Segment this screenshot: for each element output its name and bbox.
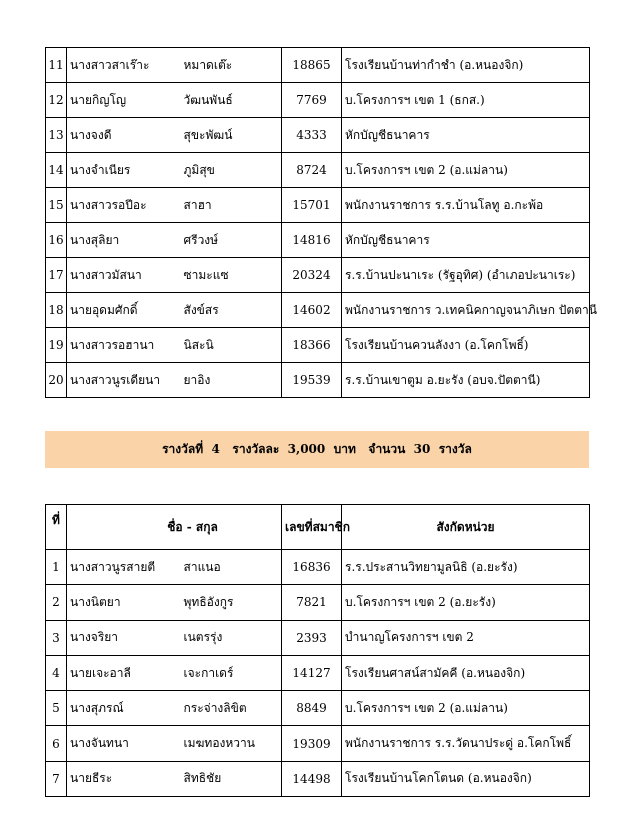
table-row bbox=[46, 223, 590, 258]
first-name: นางสาวรอปีอะ bbox=[67, 188, 181, 223]
first-name: นายเจะอาลี bbox=[67, 655, 181, 690]
award-banner: รางวัลที่ 4 รางวัลละ 3,000 บาท จำนวน 30 รางวัล bbox=[45, 431, 589, 468]
table-row bbox=[46, 585, 590, 620]
header-unit: สังกัดหน่วย bbox=[342, 505, 590, 550]
header-member-no: เลขที่สมาชิก bbox=[282, 505, 342, 550]
last-name: เจะกาเดร์ bbox=[181, 655, 282, 690]
member-number: 8849 bbox=[282, 691, 342, 726]
row-number: 1 bbox=[46, 550, 67, 585]
last-name: ยาอิง bbox=[181, 363, 282, 398]
affiliation-unit: โรงเรียนศาสน์สามัคคี (อ.หนองจิก) bbox=[342, 655, 590, 690]
last-name: เนตรรุ่ง bbox=[181, 620, 282, 655]
table-row bbox=[46, 620, 590, 655]
row-number: 19 bbox=[46, 328, 67, 363]
last-name: พุทธิอังกูร bbox=[181, 585, 282, 620]
affiliation-unit: พนักงานราชการ ร.ร.บ้านโลทู อ.กะพ้อ bbox=[342, 188, 590, 223]
row-number: 17 bbox=[46, 258, 67, 293]
first-name: นายกิญโญ bbox=[67, 83, 181, 118]
affiliation-unit: บ.โครงการฯ เขต 2 (อ.แม่ลาน) bbox=[342, 691, 590, 726]
first-name: นายธีระ bbox=[67, 761, 181, 796]
table-row bbox=[46, 293, 590, 328]
row-number: 2 bbox=[46, 585, 67, 620]
first-name: นางสาวสาเร๊าะ bbox=[67, 48, 181, 83]
row-number: 13 bbox=[46, 118, 67, 153]
member-number: 19309 bbox=[282, 726, 342, 761]
row-number: 16 bbox=[46, 223, 67, 258]
last-name: สิทธิชัย bbox=[181, 761, 282, 796]
member-number: 16836 bbox=[282, 550, 342, 585]
table-row bbox=[46, 691, 590, 726]
affiliation-unit: พนักงานราชการ ว.เทคนิคกาญจนาภิเษก ปัตตานี bbox=[342, 293, 590, 328]
first-name: นางสุภรณ์ bbox=[67, 691, 181, 726]
affiliation-unit: บ.โครงการฯ เขต 1 (ธกส.) bbox=[342, 83, 590, 118]
member-number: 19539 bbox=[282, 363, 342, 398]
award-table-4 bbox=[45, 504, 590, 797]
header-name: ชื่อ - สกุล bbox=[67, 505, 282, 550]
last-name: กระจ่างลิขิต bbox=[181, 691, 282, 726]
member-number: 7821 bbox=[282, 585, 342, 620]
table-row bbox=[46, 83, 590, 118]
affiliation-unit: บ.โครงการฯ เขต 2 (อ.ยะรัง) bbox=[342, 585, 590, 620]
table-row bbox=[46, 655, 590, 690]
member-number: 8724 bbox=[282, 153, 342, 188]
row-number: 12 bbox=[46, 83, 67, 118]
last-name: สุขะพัฒน์ bbox=[181, 118, 282, 153]
last-name: ซามะแซ bbox=[181, 258, 282, 293]
member-number: 14816 bbox=[282, 223, 342, 258]
award-table-body bbox=[46, 550, 590, 797]
affiliation-unit: หักบัญชีธนาคาร bbox=[342, 118, 590, 153]
affiliation-unit: โรงเรียนบ้านโคกโตนด (อ.หนองจิก) bbox=[342, 761, 590, 796]
row-number: 20 bbox=[46, 363, 67, 398]
affiliation-unit: ร.ร.บ้านปะนาเระ (รัฐอุทิศ) (อำเภอปะนาเระ) bbox=[342, 258, 590, 293]
first-name: นางสุลิยา bbox=[67, 223, 181, 258]
last-name: สังข์สร bbox=[181, 293, 282, 328]
table-row bbox=[46, 761, 590, 796]
table-row bbox=[46, 363, 590, 398]
last-name: หมาดเต๊ะ bbox=[181, 48, 282, 83]
first-name: นางจงดี bbox=[67, 118, 181, 153]
first-name: นางสาวนูรเดียนา bbox=[67, 363, 181, 398]
table-row bbox=[46, 726, 590, 761]
table-row bbox=[46, 550, 590, 585]
member-number: 20324 bbox=[282, 258, 342, 293]
row-number: 5 bbox=[46, 691, 67, 726]
affiliation-unit: หักบัญชีธนาคาร bbox=[342, 223, 590, 258]
row-number: 18 bbox=[46, 293, 67, 328]
last-name: สาฮา bbox=[181, 188, 282, 223]
first-name: นางจันทนา bbox=[67, 726, 181, 761]
table-row bbox=[46, 188, 590, 223]
row-number: 15 bbox=[46, 188, 67, 223]
table-row bbox=[46, 328, 590, 363]
affiliation-unit: โรงเรียนบ้านท่ากำชำ (อ.หนองจิก) bbox=[342, 48, 590, 83]
last-name: วัฒนพันธ์ bbox=[181, 83, 282, 118]
row-number: 6 bbox=[46, 726, 67, 761]
first-name: นางสาวมัสนา bbox=[67, 258, 181, 293]
last-name: ศรีวงษ์ bbox=[181, 223, 282, 258]
row-number: 7 bbox=[46, 761, 67, 796]
affiliation-unit: โรงเรียนบ้านควนลังงา (อ.โคกโพธิ์) bbox=[342, 328, 590, 363]
member-number: 14498 bbox=[282, 761, 342, 796]
member-number: 4333 bbox=[282, 118, 342, 153]
first-name: นายอุดมศักดิ์ bbox=[67, 293, 181, 328]
last-name: สาแนอ bbox=[181, 550, 282, 585]
member-number: 7769 bbox=[282, 83, 342, 118]
row-number: 4 bbox=[46, 655, 67, 690]
row-number: 14 bbox=[46, 153, 67, 188]
row-number: 3 bbox=[46, 620, 67, 655]
affiliation-unit: ร.ร.ประสานวิทยามูลนิธิ (อ.ยะรัง) bbox=[342, 550, 590, 585]
member-number: 14602 bbox=[282, 293, 342, 328]
first-name: นางสาวนูรสายตี bbox=[67, 550, 181, 585]
last-name: เมฆทองหวาน bbox=[181, 726, 282, 761]
member-number: 15701 bbox=[282, 188, 342, 223]
award-table-continued bbox=[45, 47, 597, 398]
affiliation-unit: พนักงานราชการ ร.ร.วัดนาประดู่ อ.โคกโพธิ์ bbox=[342, 726, 590, 761]
first-name: นางนิตยา bbox=[67, 585, 181, 620]
member-number: 18366 bbox=[282, 328, 342, 363]
member-number: 18865 bbox=[282, 48, 342, 83]
award-table-body bbox=[46, 48, 597, 398]
last-name: ภูมิสุข bbox=[181, 153, 282, 188]
member-number: 2393 bbox=[282, 620, 342, 655]
table-row bbox=[46, 153, 590, 188]
affiliation-unit: ร.ร.บ้านเขาตูม อ.ยะรัง (อบจ.ปัตตานี) bbox=[342, 363, 590, 398]
first-name: นางสาวรอฮานา bbox=[67, 328, 181, 363]
first-name: นางจริยา bbox=[67, 620, 181, 655]
affiliation-unit: บ.โครงการฯ เขต 2 (อ.แม่ลาน) bbox=[342, 153, 590, 188]
first-name: นางจำเนียร bbox=[67, 153, 181, 188]
table-header-row bbox=[46, 505, 590, 550]
table-row bbox=[46, 258, 590, 293]
row-number: 11 bbox=[46, 48, 67, 83]
header-no: ที่ bbox=[46, 505, 67, 550]
member-number: 14127 bbox=[282, 655, 342, 690]
last-name: นิสะนิ bbox=[181, 328, 282, 363]
table-row bbox=[46, 118, 590, 153]
affiliation-unit: บำนาญโครงการฯ เขต 2 bbox=[342, 620, 590, 655]
table-row bbox=[46, 48, 590, 83]
